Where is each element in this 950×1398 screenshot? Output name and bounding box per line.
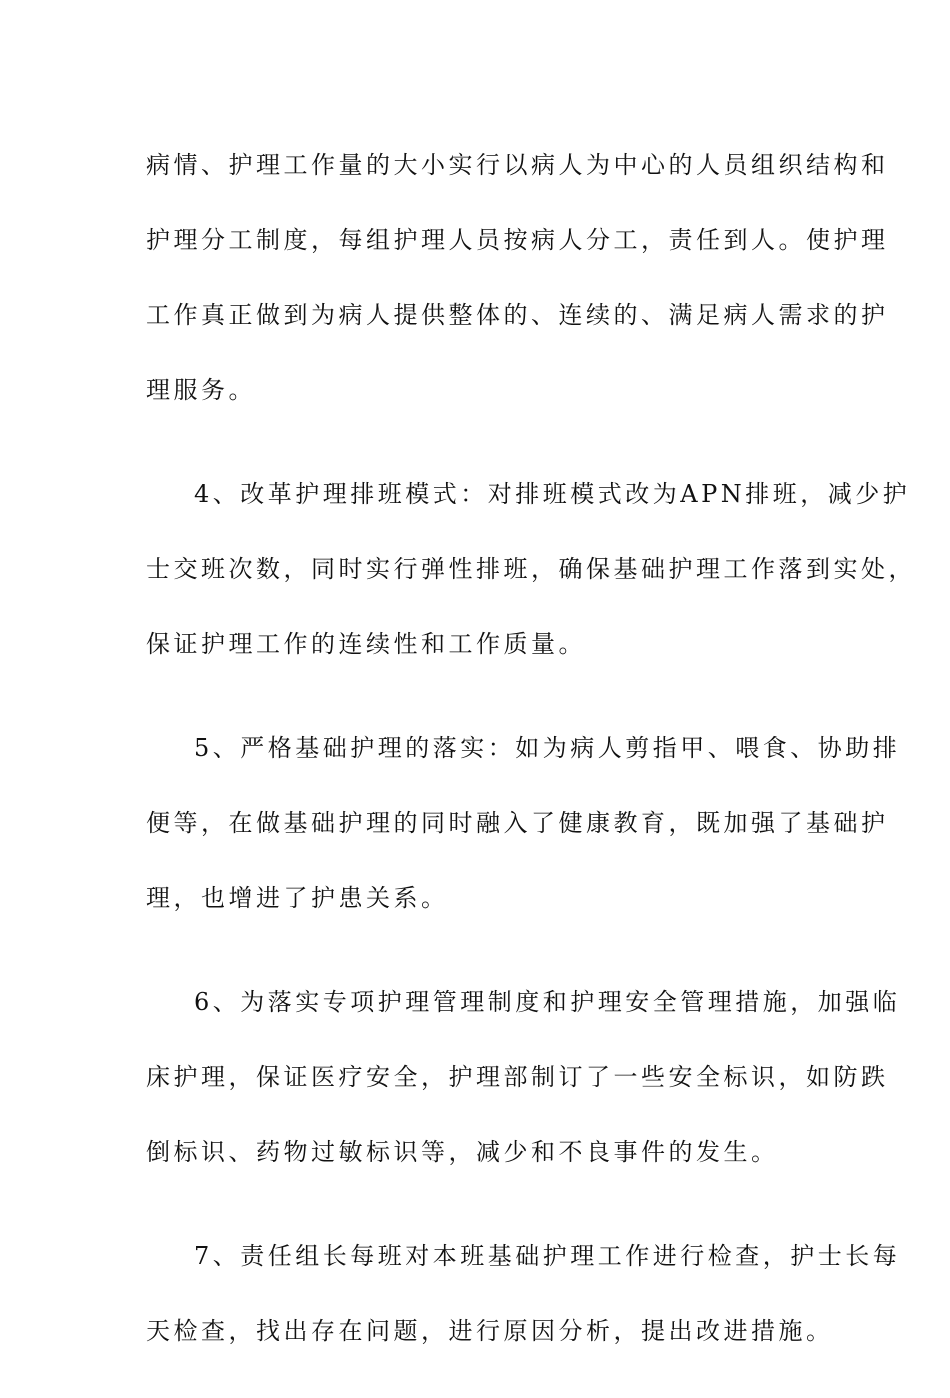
text-line: 士交班次数，同时实行弹性排班，确保基础护理工作落到实处， [146,555,916,583]
text-line: 床护理，保证医疗安全，护理部制订了一些安全标识，如防跌 [146,1063,889,1091]
text-line: 倒标识、药物过敏标识等，减少和不良事件的发生。 [146,1138,779,1166]
text-line: 6、为落实专项护理管理制度和护理安全管理措施，加强临 [194,988,901,1016]
text-line: 5、严格基础护理的落实：如为病人剪指甲、喂食、协助排 [194,734,901,762]
document-body [146,128,916,1398]
text-line: 便等，在做基础护理的同时融入了健康教育，既加强了基础护 [146,809,889,837]
text-line: 7、责任组长每班对本班基础护理工作进行检查，护士长每 [194,1242,901,1270]
text-line: 理服务。 [146,376,256,404]
text-line: 保证护理工作的连续性和工作质量。 [146,630,586,658]
paragraph-item-6 [146,965,901,1190]
text-line: 4、改革护理排班模式：对排班模式改为APN排班，减少护 [194,480,911,508]
text-line: 天检查，找出存在问题，进行原因分析，提出改进措施。 [146,1317,834,1345]
text-line: 护理分工制度，每组护理人员按病人分工，责任到人。使护理 [146,226,889,254]
paragraph-item-4 [146,457,916,682]
paragraph-item-5 [146,711,901,936]
paragraph-continuation [146,128,889,428]
text-line: 病情、护理工作量的大小实行以病人为中心的人员组织结构和 [146,151,889,179]
text-line: 工作真正做到为病人提供整体的、连续的、满足病人需求的护 [146,301,889,329]
text-line: 理，也增进了护患关系。 [146,884,449,912]
paragraph-item-7 [146,1219,901,1369]
